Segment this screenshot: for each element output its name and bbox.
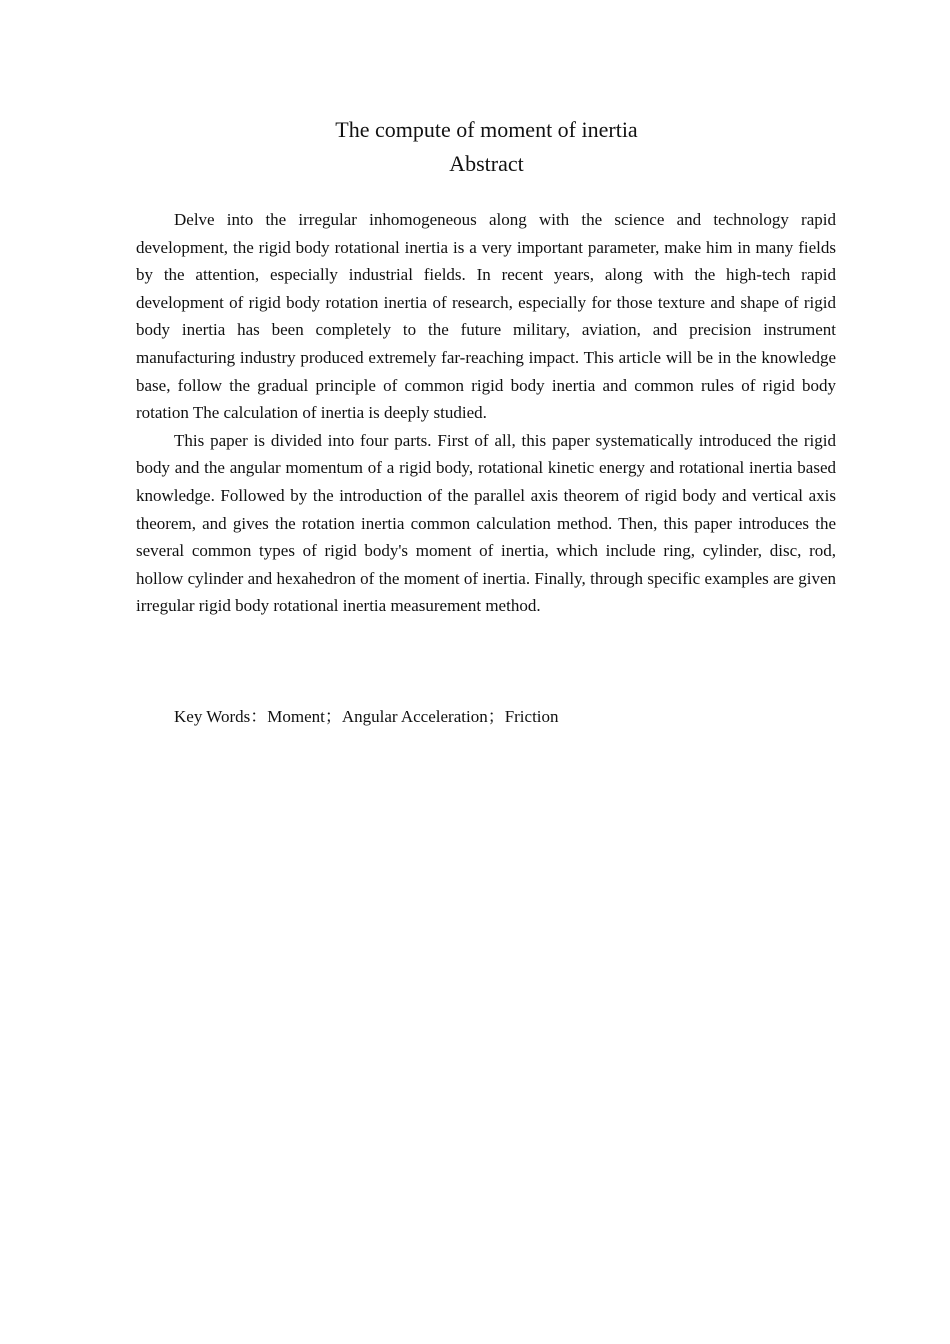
- keywords-line: [174, 703, 559, 731]
- keywords-list: Moment；Angular Acceleration；Friction: [267, 707, 559, 726]
- abstract-heading: Abstract: [449, 151, 524, 176]
- keywords-label: Key Words：: [174, 707, 268, 726]
- abstract-body: [136, 206, 836, 620]
- abstract-paragraph-1: Delve into the irregular inhomogeneous along with the science and technology rapid development, the rigid body rotational inertia is a very important parameter, make him in many fields by the attention, especially industrial fields. In recent years, along with the high-tech rapid development of rigid body rotation inertia of research, especially for those texture and shape of rigid body inertia has been completely to the future military, aviation, and precision instrument manufacturing industry produced extremely far-reaching impact. This article will be in the knowledge base, follow the gradual principle of common rigid body inertia and common rules of rigid body rotation The calculation of inertia is deeply studied.: [136, 210, 836, 423]
- paper-title: The compute of moment of inertia: [335, 117, 638, 142]
- abstract-paragraph-2: This paper is divided into four parts. First of all, this paper systematically introduced the rigid body and the angular momentum of a rigid body, rotational kinetic energy and rotational inertia based knowledge. Followed by the introduction of the parallel axis theorem of rigid body and vertical axis theorem, and gives the rotation inertia common calculation method. Then, this paper introduces the several common types of rigid body's moment of inertia, which include ring, cylinder, disc, rod, hollow cylinder and hexahedron of the moment of inertia. Finally, through specific examples are given irregular rigid body rotational inertia measurement method.: [136, 430, 836, 616]
